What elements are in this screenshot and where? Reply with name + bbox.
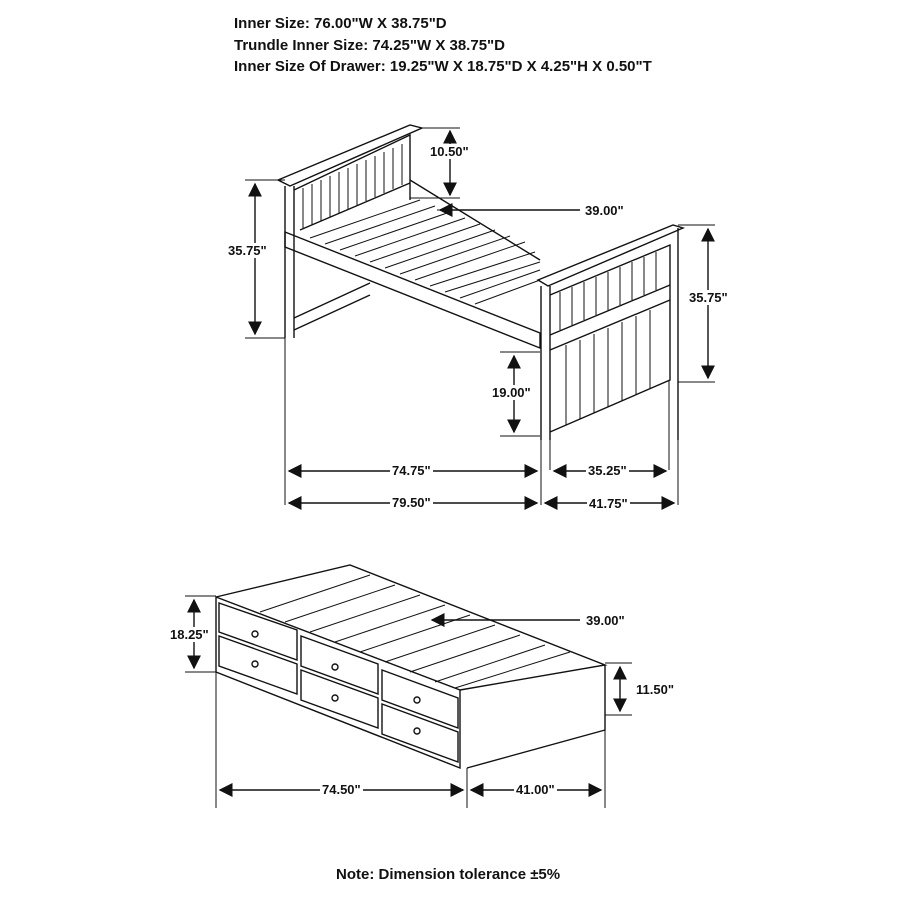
dim-trundle-height: 11.50" bbox=[636, 682, 674, 697]
dim-trundle-height-with-drawers: 18.25" bbox=[170, 627, 209, 642]
dim-footboard-height: 35.75" bbox=[689, 290, 728, 305]
dim-bed-inner-width: 39.00" bbox=[585, 203, 624, 218]
dim-bed-inner-depth: 35.25" bbox=[588, 463, 627, 478]
dim-trundle-width: 41.00" bbox=[516, 782, 555, 797]
dim-bed-overall-length: 79.50" bbox=[392, 495, 431, 510]
spec-trundle-inner-size: Trundle Inner Size: 74.25"W X 38.75"D bbox=[234, 37, 505, 54]
dim-headboard-above-rail: 10.50" bbox=[430, 144, 469, 159]
spec-drawer-inner-size: Inner Size Of Drawer: 19.25"W X 18.75"D X 4.25"H X 0.50"T bbox=[234, 58, 652, 75]
footboard bbox=[538, 225, 683, 440]
tolerance-note: Note: Dimension tolerance ±5% bbox=[336, 866, 561, 883]
dim-clearance-height: 19.00" bbox=[492, 385, 531, 400]
dim-bed-overall-width: 41.75" bbox=[589, 496, 628, 511]
side-rail bbox=[285, 180, 540, 348]
spec-inner-size: Inner Size: 76.00"W X 38.75"D bbox=[234, 15, 447, 32]
headboard bbox=[278, 125, 422, 338]
dim-headboard-height: 35.75" bbox=[228, 243, 267, 258]
dim-bed-inner-length: 74.75" bbox=[392, 463, 431, 478]
dim-trundle-inner-width: 39.00" bbox=[586, 613, 625, 628]
dim-trundle-length: 74.50" bbox=[322, 782, 361, 797]
trundle-body bbox=[216, 565, 605, 768]
